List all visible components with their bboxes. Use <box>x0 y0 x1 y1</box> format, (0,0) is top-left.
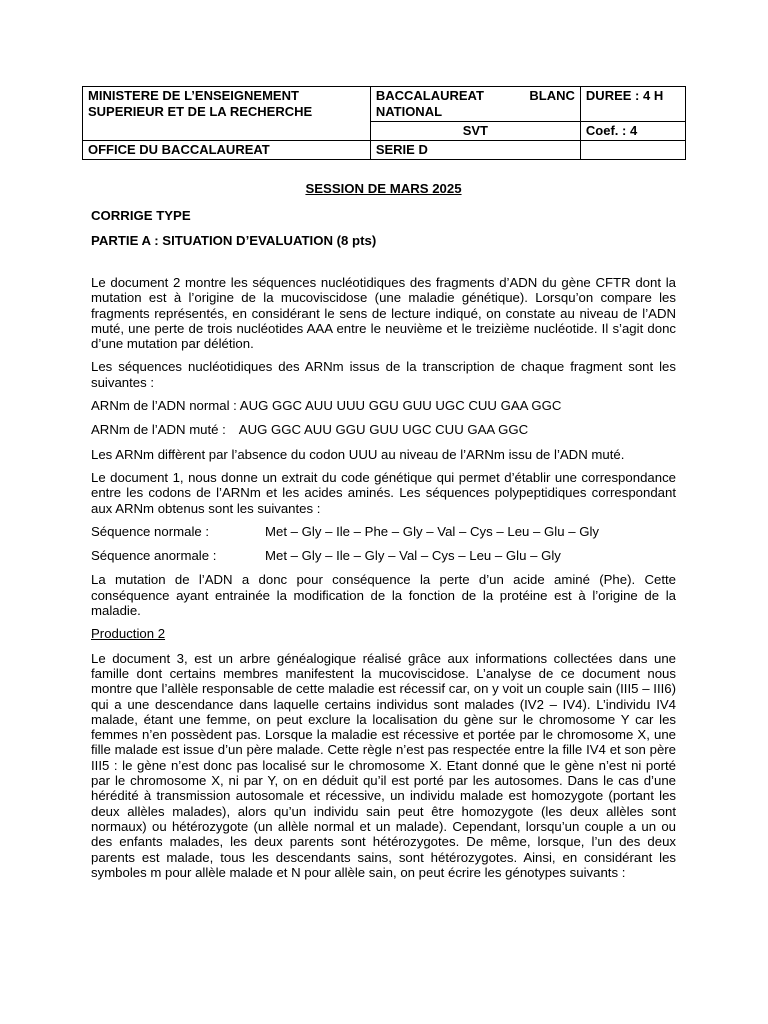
sequence-normale-line <box>91 524 676 539</box>
duration-text: DUREE : 4 H <box>585 88 664 103</box>
arn-normal-seq: AUG GGC AUU UUU GGU GUU UGC CUU GAA GGC <box>239 398 562 414</box>
series-text: SERIE D <box>375 142 428 157</box>
session-title: SESSION DE MARS 2025 <box>305 181 462 196</box>
paragraph-1: Le document 2 montre les séquences nucléotidiques des fragments d’ADN du gène CFTR dont la mutation est à l’origine de la mucoviscidose (une maladie génétique). Lorsqu’on compare les fragments représentés, en considérant le sens de lecture indiqué, on constate au niveau de l’ADN muté, une perte de trois nucléotides AAA entre le neuvième et le treizième nucléotide. Il s’agit donc d’une mutation par délétion. <box>91 275 676 352</box>
corrige-heading: CORRIGE TYPE <box>91 208 191 223</box>
subject-cell <box>370 122 580 141</box>
sequence-anormale-value: Met – Gly – Ile – Gly – Val – Cys – Leu – Glu – Gly <box>265 548 561 564</box>
exam-line2: NATIONAL <box>375 104 443 119</box>
empty-cell <box>580 141 685 160</box>
arn-mute-seq: AUG GGC AUU GGU GUU UGC CUU GAA GGC <box>238 422 529 438</box>
arn-normal-label: ARNm de l’ADN normal : <box>91 398 237 414</box>
document-body <box>91 181 676 888</box>
exam-right: BLANC <box>529 88 575 103</box>
sequence-anormale-line <box>91 548 676 563</box>
production-2-heading: Production 2 <box>91 626 166 642</box>
ministry-text: MINISTERE DE L’ENSEIGNEMENT SUPERIEUR ET DE LA RECHERCHE <box>88 88 313 119</box>
exam-cell <box>370 87 580 122</box>
office-cell <box>83 141 371 160</box>
office-text: OFFICE DU BACCALAUREAT <box>88 142 270 157</box>
series-cell <box>370 141 580 160</box>
arn-mute-line <box>91 422 676 437</box>
paragraph-5: La mutation de l’ADN a donc pour conséquence la perte d’un acide aminé (Phe). Cette conséquence ayant entrainée la modification de la fonction de la protéine est à l’origine de la maladie. <box>91 572 676 619</box>
arn-normal-line <box>91 398 676 413</box>
duration-cell <box>580 87 685 122</box>
exam-left: BACCALAUREAT <box>375 88 484 103</box>
partie-heading: PARTIE A : SITUATION D’EVALUATION (8 pts) <box>91 233 377 248</box>
ministry-cell <box>83 87 371 141</box>
paragraph-3: Les ARNm diffèrent par l’absence du codon UUU au niveau de l’ARNm issu de l’ADN muté. <box>91 446 625 462</box>
arn-mute-label: ARNm de l’ADN muté : <box>91 422 226 438</box>
paragraph-6: Le document 3, est un arbre généalogique réalisé grâce aux informations collectées dans une famille dont certains membres manifestent la mucoviscidose. L’analyse de ce document nous montre que l’allèle responsable de cette maladie est récessif car, on y voit un couple sain (III5 – III6) qui a une descendance dans laquelle certains individus sont malades (IV2 – IV4). L’individu IV4 malade, étant une femme, on peut exclure la localisation du gène sur le chromosome Y car les femmes n’en possèdent pas. Lorsque la maladie est récessive et portée par le chromosome X, une fille malade est issue d’un père malade. Cette règle n’est pas respectée entre la fille IV4 et son père III5 : le gène n’est donc pas localisé sur le chromosome X. Etant donné que le gène n’est ni porté par le chromosome X, ni par Y, on en déduit qu’il est porté par les autosomes. Dans le cas d’une hérédité à transmission autosomale et récessive, un individu malade est homozygote (portant les deux allèles malades), alors qu’un individu sain peut être homozygote (les deux allèles sont normaux) ou hétérozygote (un allèle normal et un malade). Cependant, lorsqu’un couple a un ou des enfants malades, les deux parents sont hétérozygotes. De même, lorsque, l’un des deux parents est malade, tous les descendants sains, sont hétérozygotes. Ainsi, en considérant les symboles m pour allèle malade et N pour allèle sain, on peut écrire les génotypes suivants : <box>91 650 676 880</box>
sequence-anormale-label: Séquence anormale : <box>91 548 217 564</box>
subject-text: SVT <box>462 123 489 138</box>
sequence-normale-value: Met – Gly – Ile – Phe – Gly – Val – Cys – Leu – Glu – Gly <box>265 523 599 539</box>
coef-text: Coef. : 4 <box>585 123 638 138</box>
coef-cell <box>580 122 685 141</box>
sequence-normale-label: Séquence normale : <box>91 523 210 539</box>
header-table <box>82 86 686 160</box>
paragraph-2: Les séquences nucléotidiques des ARNm issus de la transcription de chaque fragment sont les suivantes : <box>91 359 676 390</box>
paragraph-4: Le document 1, nous donne un extrait du code génétique qui permet d’établir une correspondance entre les codons de l’ARNm et les acides aminés. Les séquences polypeptidiques correspondant aux ARNm obtenus sont les suivantes : <box>91 469 676 516</box>
